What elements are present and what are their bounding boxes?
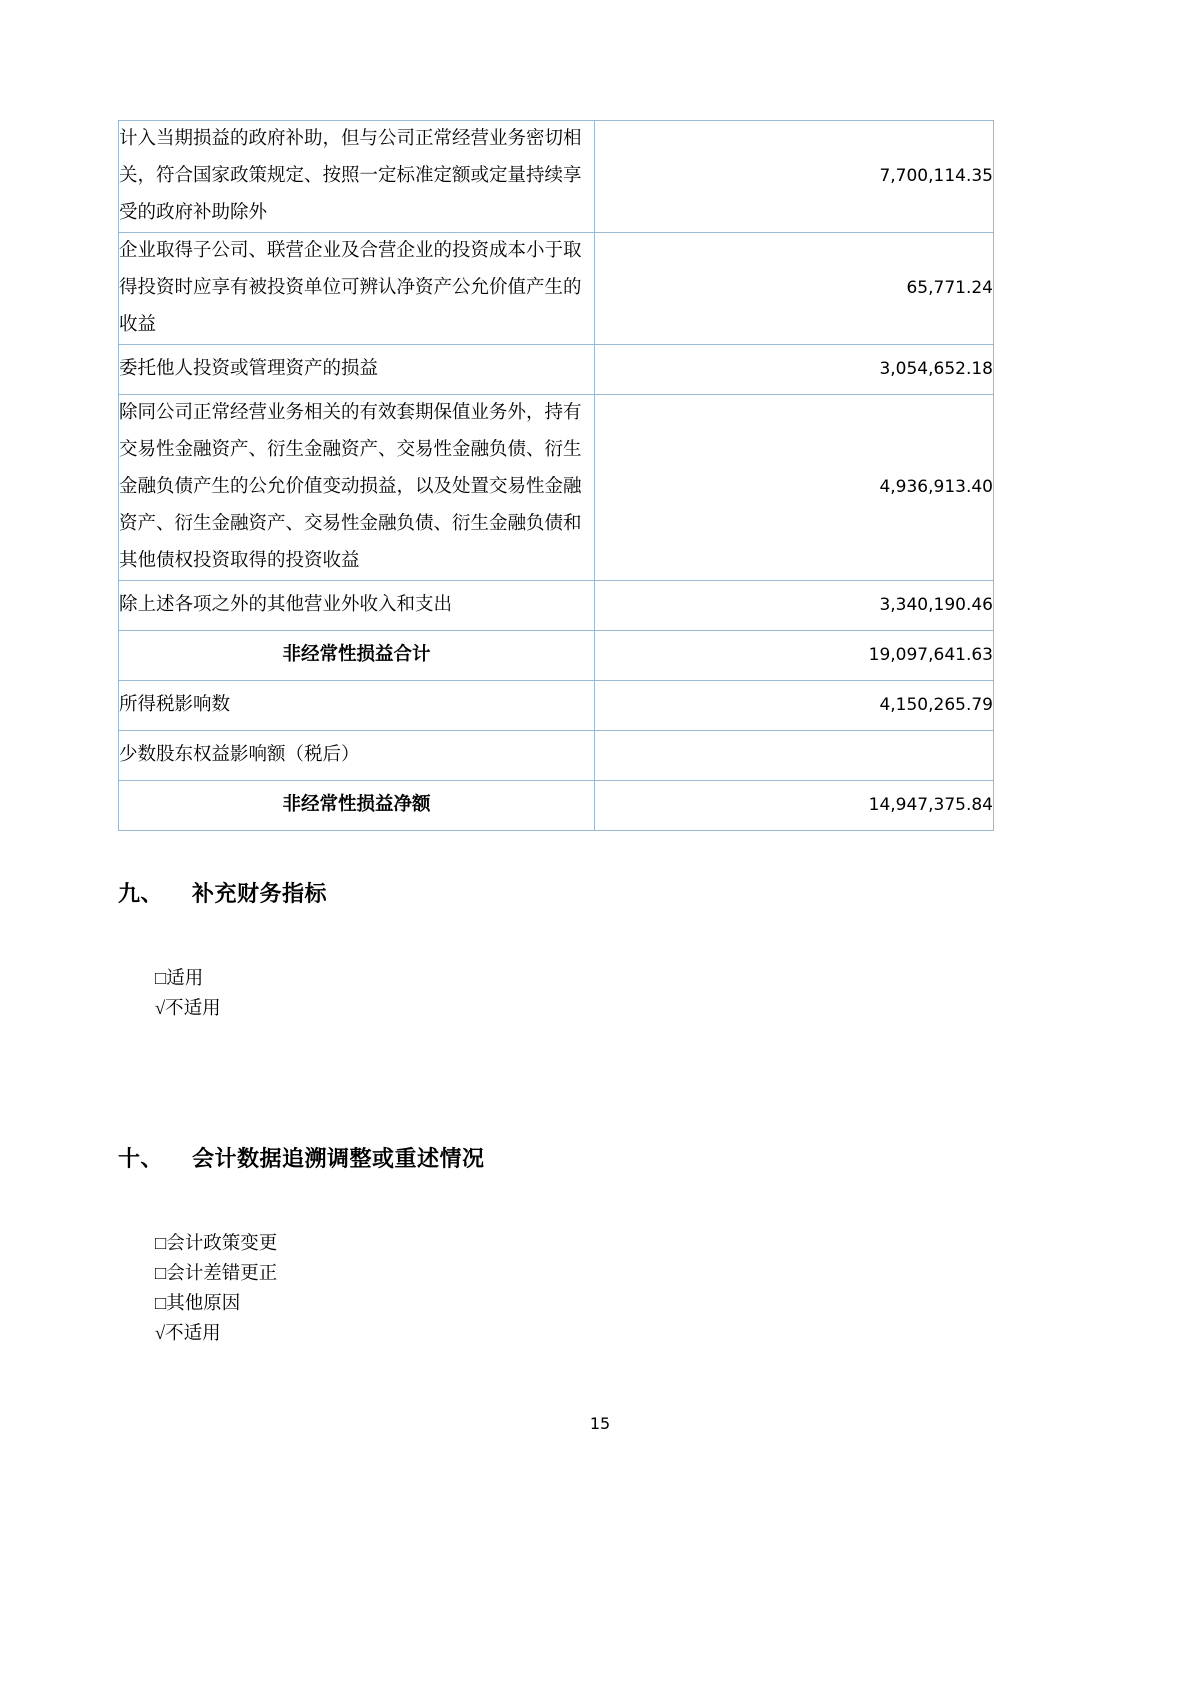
row-value: 3,054,652.18 (879, 359, 993, 379)
row-value-cell (595, 781, 994, 831)
row-value-cell (595, 581, 994, 631)
row-value: 65,771.24 (906, 278, 993, 298)
row-value-cell (595, 233, 994, 345)
row-value: 14,947,375.84 (868, 795, 993, 815)
checkbox-option-not-applicable[interactable] (155, 1324, 221, 1344)
row-label-cell (119, 681, 595, 731)
checkbox-label: 不适用 (165, 999, 221, 1019)
checkbox-label: 适用 (166, 969, 204, 989)
table-row (119, 681, 994, 731)
checkbox-mark: □ (155, 1294, 167, 1314)
table-row (119, 395, 994, 581)
row-label: 除上述各项之外的其他营业外收入和支出 (119, 595, 453, 615)
table-row-total (119, 631, 994, 681)
row-value-cell (595, 345, 994, 395)
section-title: 会计数据追溯调整或重述情况 (192, 1146, 485, 1171)
checkbox-label: 会计差错更正 (166, 1264, 278, 1284)
row-value-cell (595, 731, 994, 781)
checkbox-mark: √ (155, 1324, 166, 1344)
row-value-cell (595, 681, 994, 731)
section-options (118, 1199, 996, 1379)
checkbox-option-applicable[interactable] (155, 969, 203, 989)
row-value-cell (595, 121, 994, 233)
table-row (119, 121, 994, 233)
section-options (118, 934, 996, 1054)
checkbox-mark: □ (155, 1264, 167, 1284)
checkbox-mark: √ (155, 999, 166, 1019)
checkbox-label: 会计政策变更 (166, 1234, 278, 1254)
row-value: 4,150,265.79 (879, 695, 993, 715)
checkbox-mark: □ (155, 969, 167, 989)
section-spacer (118, 1054, 996, 1096)
section-heading (118, 877, 996, 908)
checkbox-option-not-applicable[interactable] (155, 999, 221, 1019)
checkbox-label: 其他原因 (166, 1294, 241, 1314)
table-row (119, 345, 994, 395)
checkbox-label: 不适用 (165, 1324, 221, 1344)
row-value: 4,936,913.40 (879, 477, 993, 497)
row-label: 企业取得子公司、联营企业及合营企业的投资成本小于取得投资时应享有被投资单位可辨认净资产公允价值产生的收益 (119, 241, 582, 335)
row-label-cell (119, 731, 595, 781)
row-label: 除同公司正常经营业务相关的有效套期保值业务外，持有交易性金融资产、衍生金融资产、交易性金融负债、衍生金融负债产生的公允价值变动损益，以及处置交易性金融资产、衍生金融资产、交易性金融负债、衍生金融负债和其他债权投资取得的投资收益 (119, 403, 582, 571)
row-value: 3,340,190.46 (879, 595, 993, 615)
row-label-cell (119, 233, 595, 345)
section-heading (118, 1142, 996, 1173)
page-content (118, 120, 996, 1379)
section-number: 九、 (118, 881, 164, 906)
table-row (119, 731, 994, 781)
non-recurring-gain-loss-table (118, 120, 994, 831)
table-row-net (119, 781, 994, 831)
row-value: 7,700,114.35 (879, 166, 993, 186)
row-value-cell (595, 631, 994, 681)
row-label-cell (119, 781, 595, 831)
checkbox-mark: □ (155, 1234, 167, 1254)
section-supplementary-financial-indicators (118, 877, 996, 1054)
row-label-cell (119, 345, 595, 395)
checkbox-option-accounting-error-correction[interactable] (155, 1264, 277, 1284)
checkbox-option-other-reason[interactable] (155, 1294, 240, 1314)
row-label-cell (119, 581, 595, 631)
section-retrospective-adjustment (118, 1142, 996, 1379)
row-value-cell (595, 395, 994, 581)
section-title: 补充财务指标 (192, 881, 328, 906)
row-label: 计入当期损益的政府补助，但与公司正常经营业务密切相关，符合国家政策规定、按照一定标准定额或定量持续享受的政府补助除外 (119, 129, 582, 223)
table-row (119, 233, 994, 345)
row-label: 委托他人投资或管理资产的损益 (119, 359, 379, 379)
table-row (119, 581, 994, 631)
checkbox-option-accounting-policy-change[interactable] (155, 1234, 277, 1254)
section-number: 十、 (118, 1146, 164, 1171)
row-label-cell (119, 631, 595, 681)
row-label: 所得税影响数 (119, 695, 231, 715)
row-label: 非经常性损益净额 (282, 795, 431, 815)
row-label-cell (119, 121, 595, 233)
row-label: 少数股东权益影响额（税后） (119, 745, 360, 765)
row-label: 非经常性损益合计 (282, 645, 431, 665)
row-value: 19,097,641.63 (868, 645, 993, 665)
row-label-cell (119, 395, 595, 581)
page-number: 15 (589, 1414, 611, 1433)
